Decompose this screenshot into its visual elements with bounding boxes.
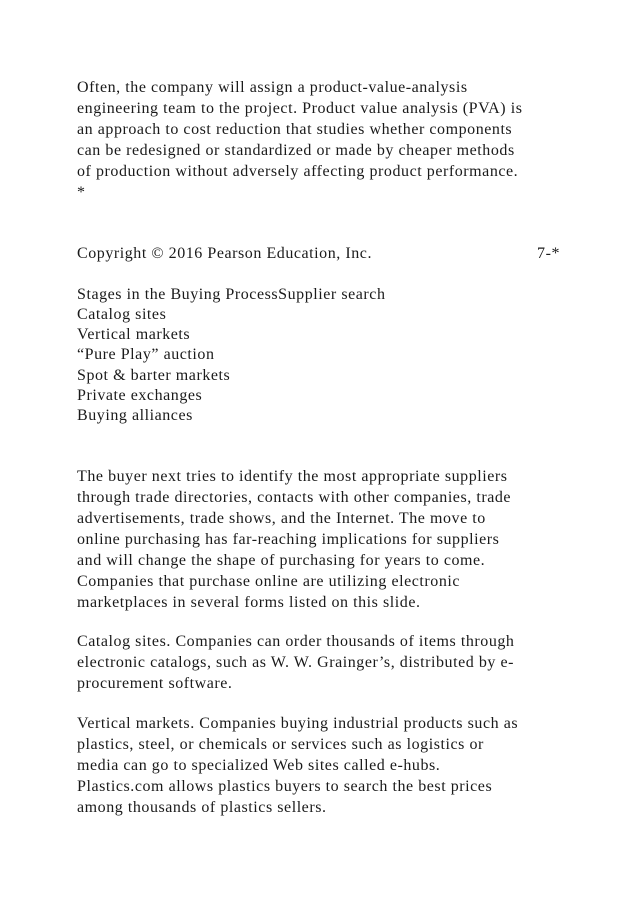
intro-line: engineering team to the project. Product value analysis (PVA) is — [77, 100, 523, 117]
body-line: Companies that purchase online are utilizing electronic — [77, 573, 461, 590]
intro-line: * — [77, 184, 86, 201]
body-line: and will change the shape of purchasing for years to come. — [77, 552, 486, 569]
intro-line: can be redesigned or standardized or made by cheaper methods — [77, 142, 515, 159]
body-line: among thousands of plastics sellers. — [77, 799, 327, 816]
slide-list-item: “Pure Play” auction — [77, 346, 215, 363]
intro-line: an approach to cost reduction that studies whether components — [77, 121, 513, 138]
body-line: electronic catalogs, such as W. W. Grainger’s, distributed by e- — [77, 654, 515, 671]
copyright-text: Copyright © 2016 Pearson Education, Inc. — [77, 245, 372, 262]
intro-line: Often, the company will assign a product-value-analysis — [77, 79, 468, 96]
body-line: media can go to specialized Web sites called e-hubs. — [77, 757, 441, 774]
slide-list-item: Buying alliances — [77, 407, 193, 424]
slide-list-item: Catalog sites — [77, 306, 167, 323]
slide-list-item: Private exchanges — [77, 387, 203, 404]
body-line: marketplaces in several forms listed on this slide. — [77, 594, 421, 611]
page-number: 7-* — [537, 245, 560, 262]
body-line: The buyer next tries to identify the most appropriate suppliers — [77, 468, 508, 485]
body-line: online purchasing has far-reaching implications for suppliers — [77, 531, 500, 548]
slide-list-item: Spot & barter markets — [77, 367, 231, 384]
body-line: through trade directories, contacts with other companies, trade — [77, 489, 512, 506]
body-line: advertisements, trade shows, and the Internet. The move to — [77, 510, 486, 527]
body-line: Vertical markets. Companies buying industrial products such as — [77, 715, 519, 732]
body-line: plastics, steel, or chemicals or services such as logistics or — [77, 736, 484, 753]
body-line: Plastics.com allows plastics buyers to search the best prices — [77, 778, 493, 795]
slide-list-item: Vertical markets — [77, 326, 191, 343]
slide-heading: Stages in the Buying ProcessSupplier search — [77, 286, 386, 303]
body-line: Catalog sites. Companies can order thousands of items through — [77, 633, 515, 650]
body-line: procurement software. — [77, 675, 233, 692]
intro-line: of production without adversely affecting product performance. — [77, 163, 519, 180]
